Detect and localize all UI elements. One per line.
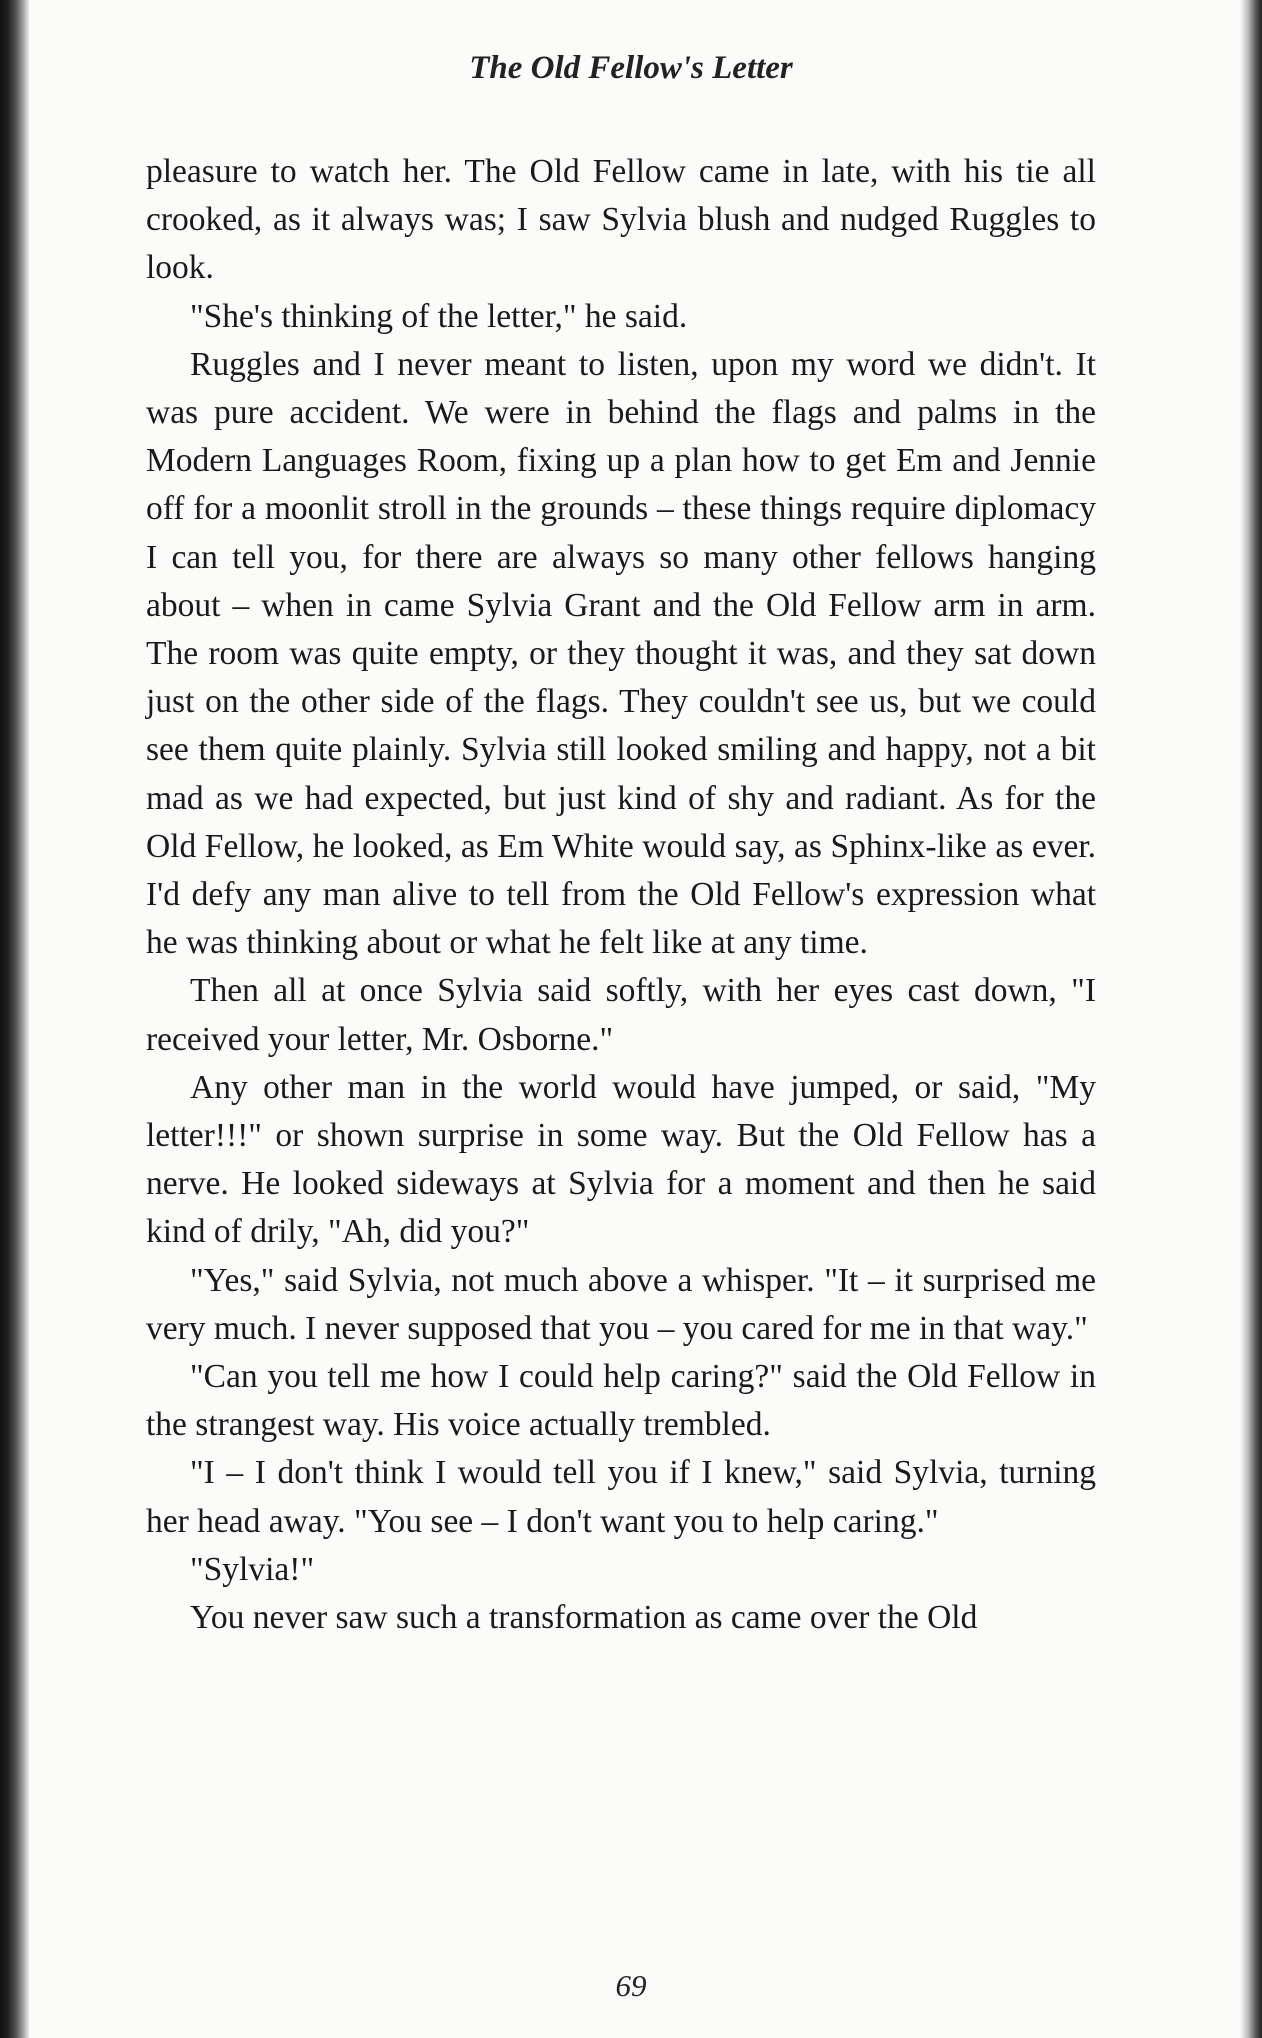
running-head: The Old Fellow's Letter [469, 50, 793, 86]
paragraph-10: You never saw such a transformation as came over the Old [190, 1599, 978, 1637]
paragraph-4: Then all at once Sylvia said softly, with her eyes cast down, "I received your letter, Mr. Osborne." [146, 972, 1096, 1058]
body-text [146, 148, 1096, 1642]
paragraph-3: Ruggles and I never meant to listen, upon my word we didn't. It was pure accident. We were in behind the flags and palms in the Modern Languages Room, fixing up a plan how to get Em and Jennie off for a moonlit stroll in the grounds – these things require diplomacy I can tell you, for there are always so many other fellows hanging about – when in came Sylvia Grant and the Old Fellow arm in arm. The room was quite empty, or they thought it was, and they sat down just on the other side of the flags. They couldn't see us, but we could see them quite plainly. Sylvia still looked smiling and happy, not a bit mad as we had expected, but just kind of shy and radiant. As for the Old Fellow, he looked, as Em White would say, as Sphinx-like as ever. I'd defy any man alive to tell from the Old Fellow's expression what he was thinking about or what he felt like at any time. [146, 345, 1096, 962]
paragraph-1: pleasure to watch her. The Old Fellow came in late, with his tie all crooked, as it always was; I saw Sylvia blush and nudged Ruggles to look. [146, 153, 1096, 287]
paragraph-9: "Sylvia!" [190, 1550, 315, 1588]
page-number: 69 [615, 1968, 647, 2003]
paragraph-7: "Can you tell me how I could help caring?" said the Old Fellow in the strangest way. His voice actually trembled. [146, 1358, 1096, 1444]
paragraph-2: "She's thinking of the letter," he said. [190, 297, 688, 335]
binding-shadow-left [0, 0, 30, 2038]
binding-shadow-right [1240, 0, 1262, 2038]
paragraph-5: Any other man in the world would have jumped, or said, "My letter!!!" or shown surprise in some way. But the Old Fellow has a nerve. He looked sideways at Sylvia for a moment and then he said kind of drily, "Ah, did you?" [146, 1068, 1096, 1251]
paragraph-6: "Yes," said Sylvia, not much above a whisper. "It – it surprised me very much. I never supposed that you – you cared for me in that way." [146, 1261, 1096, 1347]
paragraph-8: "I – I don't think I would tell you if I knew," said Sylvia, turning her head away. "You see – I don't want you to help caring." [146, 1454, 1096, 1540]
